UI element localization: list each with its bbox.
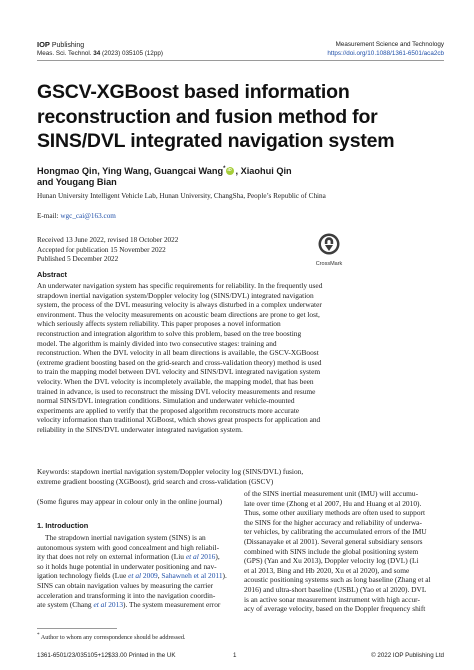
journal-header bbox=[327, 40, 444, 58]
footnote-divider bbox=[37, 628, 117, 629]
author-names: Hongmao Qin, Ying Wang, Guangcai Wang bbox=[37, 166, 224, 177]
corresponding-mark: * bbox=[223, 166, 226, 172]
abstract-line: reconstruction. When the DVL velocity in all beam directions is available, the GSCV-XGBoost bbox=[37, 348, 319, 358]
crossmark-icon bbox=[318, 233, 340, 255]
intro-line: et al 2013, Bing and Hb 2020, Xu et al 2020), and some bbox=[244, 565, 410, 575]
abstract-line: model. The algorithm is mainly divided into two consecutive stages: training and bbox=[37, 338, 277, 348]
email-line bbox=[37, 212, 116, 220]
footnote-mark: * bbox=[37, 632, 40, 638]
keywords-line: Keywords: stapdown inertial navigation system/Doppler velocity log (SINS/DVL) fusion, bbox=[37, 467, 304, 476]
received-date: Received 13 June 2022, revised 18 October 2022 bbox=[37, 236, 179, 244]
citation-link[interactable]: et al 2013 bbox=[93, 600, 124, 610]
citation-link[interactable]: et al 2009 bbox=[128, 571, 158, 581]
intro-line: (GPS) (Yan and Xu 2013), Doppler velocity log (DVL) (Li bbox=[244, 556, 419, 566]
abstract-line: to train the mapping model between DVL velocity and SINS/DVL integrated navigation system bbox=[37, 367, 321, 377]
intro-line: so it holds huge potential in underwater positioning and nav- bbox=[37, 561, 217, 571]
intro-line: ter vehicles, by calibrating the accumulated errors of the IMU bbox=[244, 527, 427, 537]
intro-line: of the SINS inertial measurement unit (IMU) will accumu- bbox=[244, 489, 419, 498]
author-names: , Xiaohui Qin bbox=[235, 166, 292, 177]
intro-line: autonomous system with good concealment and high reliabil- bbox=[37, 542, 220, 552]
intro-line: SINS can obtain navigation values by measuring the carrier bbox=[37, 580, 214, 590]
crossmark-badge[interactable] bbox=[311, 233, 347, 267]
footer-issn: 1361-6501/23/035105+12$33.00 Printed in the UK bbox=[37, 652, 176, 659]
citation-link[interactable]: et al 2016 bbox=[185, 552, 216, 562]
intro-line: acoustic positioning systems such as long baseline (Zhang et al bbox=[244, 575, 431, 585]
intro-line: igation technology fields (Lue et al 2009, Sahawneh et al 2011). bbox=[37, 571, 227, 581]
abstract-line: experiments are applied to verify that the proposed algorithm reconstructs more accurate bbox=[37, 405, 300, 415]
orcid-icon[interactable] bbox=[226, 167, 234, 175]
publisher-brand: IOP bbox=[37, 40, 50, 49]
intro-line: (Dissanayake et al 2001). Several general subsidiary sensors bbox=[244, 536, 423, 546]
crossmark-label: CrossMark bbox=[315, 261, 343, 267]
colour-note: (Some figures may appear in colour only in the online journal) bbox=[37, 497, 223, 506]
citation-line bbox=[37, 50, 163, 57]
author-line bbox=[37, 164, 447, 177]
footnote bbox=[37, 632, 185, 641]
intro-right-column bbox=[244, 489, 444, 614]
abstract-line: normal SINS/DVL integration conditions. Simulation and underwater vehicle-mounted bbox=[37, 396, 295, 406]
volume-number: 34 bbox=[93, 50, 101, 57]
publisher-name: Publishing bbox=[49, 42, 85, 49]
article-number: (2023) 035105 (12pp) bbox=[100, 50, 163, 57]
intro-line: the SINS for the higher accuracy and reliability of underwa- bbox=[244, 517, 422, 527]
author-list bbox=[37, 164, 447, 188]
footer-copyright: © 2022 IOP Publishing Ltd bbox=[371, 652, 444, 659]
intro-line: acceleration and transforming it into the navigation coordin- bbox=[37, 590, 216, 600]
author-line: and Yougang Bian bbox=[37, 177, 117, 188]
intro-line: combined with SINS include the global positioning system bbox=[244, 546, 419, 556]
title-line: SINS/DVL integrated navigation system bbox=[37, 130, 395, 152]
intro-line: Thus, some other auxiliary methods are often used to support bbox=[244, 508, 426, 518]
accepted-date: Accepted for publication 15 November 2022 bbox=[37, 245, 166, 254]
abstract-line: velocity information than traditional XGBoost, which shows great prospects for application and bbox=[37, 415, 321, 425]
abstract-line: system, the process of the DVL measuring velocity is always disturbed in a complex underwater bbox=[37, 300, 322, 310]
citation-link[interactable]: Sahawneh et al 2011 bbox=[161, 571, 223, 581]
email-label: E-mail: bbox=[37, 212, 61, 220]
keywords bbox=[37, 467, 447, 486]
abstract-line: trained in advance, is used to reconstruct the missing DVL velocity measurements and resume bbox=[37, 386, 316, 396]
intro-line: late over time (Zhong et al 2007, Hu and Huang et al 2010). bbox=[244, 498, 422, 508]
abstract-heading: Abstract bbox=[37, 270, 67, 279]
header-divider bbox=[37, 60, 444, 61]
keywords-line: extreme gradient boosting (XGBoost), grid search and cross-validation (GSCV) bbox=[37, 476, 274, 486]
footnote-text: Author to whom any correspondence should be addressed. bbox=[39, 634, 186, 642]
intro-left-column bbox=[37, 533, 237, 610]
abstract-body bbox=[37, 281, 447, 435]
abstract-line: reconstruction and integration algorithm to solve this problem, based on the tree boosting bbox=[37, 328, 302, 338]
intro-line: ate system (Chang et al 2013). The system measurement error bbox=[37, 600, 221, 610]
journal-abbrev: Meas. Sci. Technol. bbox=[37, 50, 94, 57]
intro-line: 2016) and ultra-short baseline (USBL) (Yao et al 2020). DVL bbox=[244, 584, 427, 594]
page-number: 1 bbox=[233, 652, 237, 659]
abstract-line: strapdown inertial navigation system/Doppler velocity log (SINS/DVL) integrated navigation bbox=[37, 290, 314, 300]
abstract-line: which seriously affects system reliability. This paper proposes a novel information bbox=[37, 319, 281, 329]
abstract-line: environment. Thus the velocity measurements on acoustic beam directions are prone to get lost, bbox=[37, 309, 320, 319]
publisher-logo bbox=[37, 40, 84, 49]
title-line: GSCV-XGBoost based information bbox=[37, 81, 350, 103]
intro-line: The strapdown inertial navigation system (SINS) is an bbox=[45, 533, 206, 542]
intro-line: ity that does not rely on external information (Liu et al 2016), bbox=[37, 552, 220, 562]
abstract-line: An underwater navigation system has specific requirements for reliability. In the frequently used bbox=[37, 281, 323, 290]
article-dates bbox=[37, 236, 178, 265]
intro-line: is an active sonar measurement instrument with high accur- bbox=[244, 594, 420, 604]
published-date: Published 5 December 2022 bbox=[37, 255, 119, 263]
affiliation: Hunan University Intelligent Vehicle Lab, Hunan University, ChangSha, People’s Republic of China bbox=[37, 192, 326, 200]
abstract-line: reliability in the SINS/DVL underwater integrated navigation system. bbox=[37, 424, 243, 434]
journal-name: Measurement Science and Technology bbox=[335, 41, 444, 48]
doi-link[interactable]: https://doi.org/10.1088/1361-6501/aca2cb bbox=[327, 50, 444, 58]
title-line: reconstruction and fusion method for bbox=[37, 105, 378, 128]
paper-title bbox=[37, 80, 447, 154]
email-link[interactable]: wgc_cai@163.com bbox=[60, 212, 116, 220]
abstract-line: velocity. When the DVL velocity is incompletely available, the mapping model, that has been bbox=[37, 376, 314, 386]
intro-line: acy of average velocity, based on the Doppler frequency shift bbox=[244, 604, 426, 614]
section-heading: 1. Introduction bbox=[37, 521, 89, 530]
abstract-line: (extreme gradient boosting based on the grid-search and cross-validation theory) method is used bbox=[37, 357, 322, 367]
